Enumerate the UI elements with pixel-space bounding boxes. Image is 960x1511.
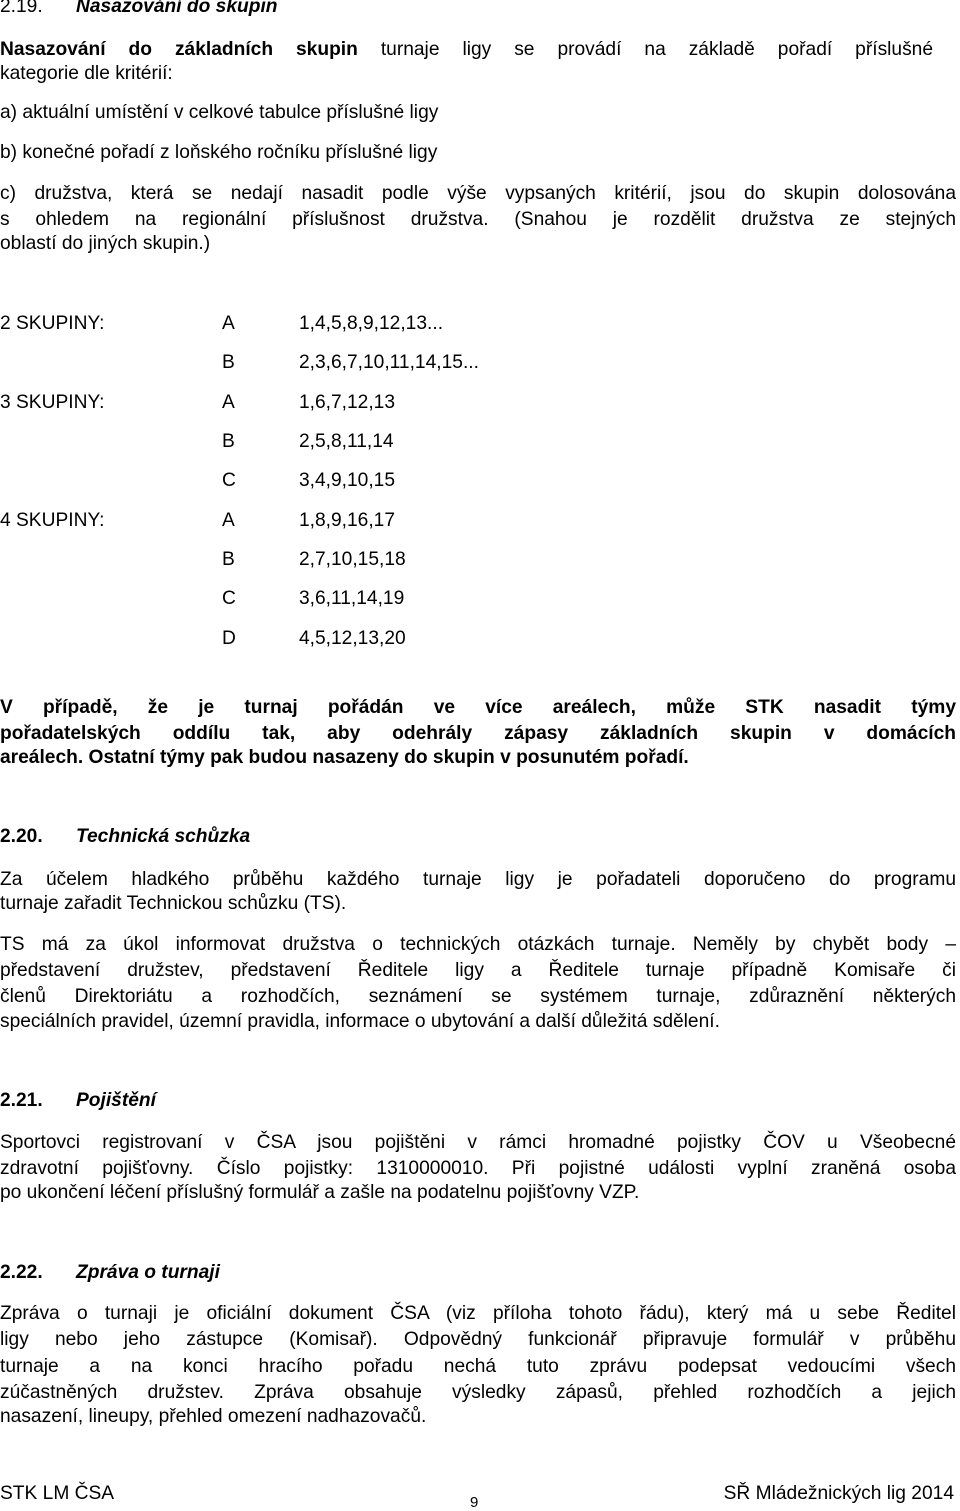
ts-paragraph-2-line-4: speciálních pravidel, územní pravidla, informace o ubytování a další důležitá sdělení. xyxy=(0,1011,720,1032)
group-letter: D xyxy=(222,628,236,649)
bold-paragraph-line-3: areálech. Ostatní týmy pak budou nasazeny do skupin v posunutém pořadí. xyxy=(0,747,689,768)
group-label: 4 SKUPINY: xyxy=(0,510,105,531)
ts-paragraph-1-line-1: Za účelem hladkého průběhu každého turnaje ligy je pořadateli doporučeno do programu xyxy=(0,869,956,890)
group-values: 2,5,8,11,14 xyxy=(299,431,394,452)
intro-bold-phrase: Nasazování do základních skupin xyxy=(0,39,358,60)
section-title: Technická schůzka xyxy=(76,826,251,847)
group-letter: A xyxy=(222,510,235,531)
ts-paragraph-2-line-2: představení družstev, představení Ředitele ligy a Ředitele turnaje případně Komisaře či xyxy=(0,960,956,981)
group-values: 2,3,6,7,10,11,14,15... xyxy=(299,352,479,373)
group-letter: B xyxy=(222,352,235,373)
insurance-line-2: zdravotní pojišťovny. Číslo pojistky: 1310000010. Při pojistné události vyplní zraněná osoba xyxy=(0,1158,956,1179)
criterion-a: a) aktuální umístění v celkové tabulce příslušné ligy xyxy=(0,102,439,123)
bold-paragraph-line-2: pořadatelských oddílu tak, aby odehrály zápasy základních skupin v domácích xyxy=(0,723,956,744)
report-line-2: ligy nebo jeho zástupce (Komisař). Odpovědný funkcionář připravuje formulář v průběhu xyxy=(0,1329,956,1350)
ts-paragraph-2-line-1: TS má za úkol informovat družstva o technických otázkách turnaje. Neměly by chybět body – xyxy=(0,934,956,955)
group-letter: B xyxy=(222,549,235,570)
criterion-c-line-3: oblastí do jiných skupin.) xyxy=(0,233,211,254)
ts-paragraph-2-line-3: členů Direktoriátu a rozhodčích, seznámení se systémem turnaje, zdůraznění některých xyxy=(0,986,956,1007)
ts-paragraph-1-line-2: turnaje zařadit Technickou schůzku (TS). xyxy=(0,893,347,914)
group-values: 3,4,9,10,15 xyxy=(299,470,396,491)
section-number: 2.20. xyxy=(0,826,43,847)
section-title: Pojištění xyxy=(76,1090,156,1111)
section-number: 2.19. xyxy=(0,0,43,17)
group-letter: C xyxy=(222,588,236,609)
group-letter: B xyxy=(222,431,235,452)
criterion-c-line-2: s ohledem na regionální příslušnost družstva. (Snahou je rozdělit družstva ze stejných xyxy=(0,209,956,230)
intro-rest: turnaje ligy se provádí na základě pořadí příslušné xyxy=(357,39,934,60)
group-values: 1,6,7,12,13 xyxy=(299,392,396,413)
report-line-5: nasazení, lineupy, přehled omezení nadhazovačů. xyxy=(0,1406,427,1427)
section-2-19-heading xyxy=(0,0,278,18)
group-letter: A xyxy=(222,392,235,413)
insurance-line-3: po ukončení léčení příslušný formulář a zašle na podatelnu pojišťovny VZP. xyxy=(0,1182,640,1203)
group-label: 2 SKUPINY: xyxy=(0,313,105,334)
intro-line-1 xyxy=(0,37,956,63)
section-title: Nasazování do skupin xyxy=(76,0,278,17)
group-values: 3,6,11,14,19 xyxy=(299,588,405,609)
section-title: Zpráva o turnaji xyxy=(76,1262,220,1283)
page-number: 9 xyxy=(470,1494,479,1511)
report-line-4: zúčastněných družstev. Zpráva obsahuje výsledky zápasů, přehled rozhodčích a jejich xyxy=(0,1382,956,1403)
intro-line-2: kategorie dle kritérií: xyxy=(0,63,173,84)
group-label: 3 SKUPINY: xyxy=(0,392,105,413)
criterion-c-line-1: c) družstva, která se nedají nasadit podle výše vypsaných kritérií, jsou do skupin dolosována xyxy=(0,183,956,204)
section-2-20-heading xyxy=(0,826,250,848)
group-values: 4,5,12,13,20 xyxy=(299,628,406,649)
section-2-22-heading xyxy=(0,1262,220,1284)
section-number: 2.22. xyxy=(0,1262,43,1283)
report-line-3: turnaje a na konci hracího pořadu nechá tuto zprávu podepsat vedoucími všech xyxy=(0,1356,956,1377)
footer-right-text: SŘ Mládežnických lig 2014 xyxy=(723,1483,954,1504)
group-letter: C xyxy=(222,470,236,491)
criterion-b: b) konečné pořadí z loňského ročníku příslušné ligy xyxy=(0,142,438,163)
section-number: 2.21. xyxy=(0,1090,43,1111)
footer-left-text: STK LM ČSA xyxy=(0,1483,115,1504)
group-letter: A xyxy=(222,313,235,334)
group-values: 1,4,5,8,9,12,13... xyxy=(299,313,444,334)
group-values: 2,7,10,15,18 xyxy=(299,549,406,570)
report-line-1: Zpráva o turnaji je oficiální dokument ČSA (viz příloha tohoto řádu), který má u sebe Ředitel xyxy=(0,1303,956,1324)
section-2-21-heading xyxy=(0,1090,156,1112)
insurance-line-1: Sportovci registrovaní v ČSA jsou pojištěni v rámci hromadné pojistky ČOV u Všeobecné xyxy=(0,1132,956,1153)
group-values: 1,8,9,16,17 xyxy=(299,510,396,531)
bold-paragraph-line-1: V případě, že je turnaj pořádán ve více areálech, může STK nasadit týmy xyxy=(0,697,956,718)
